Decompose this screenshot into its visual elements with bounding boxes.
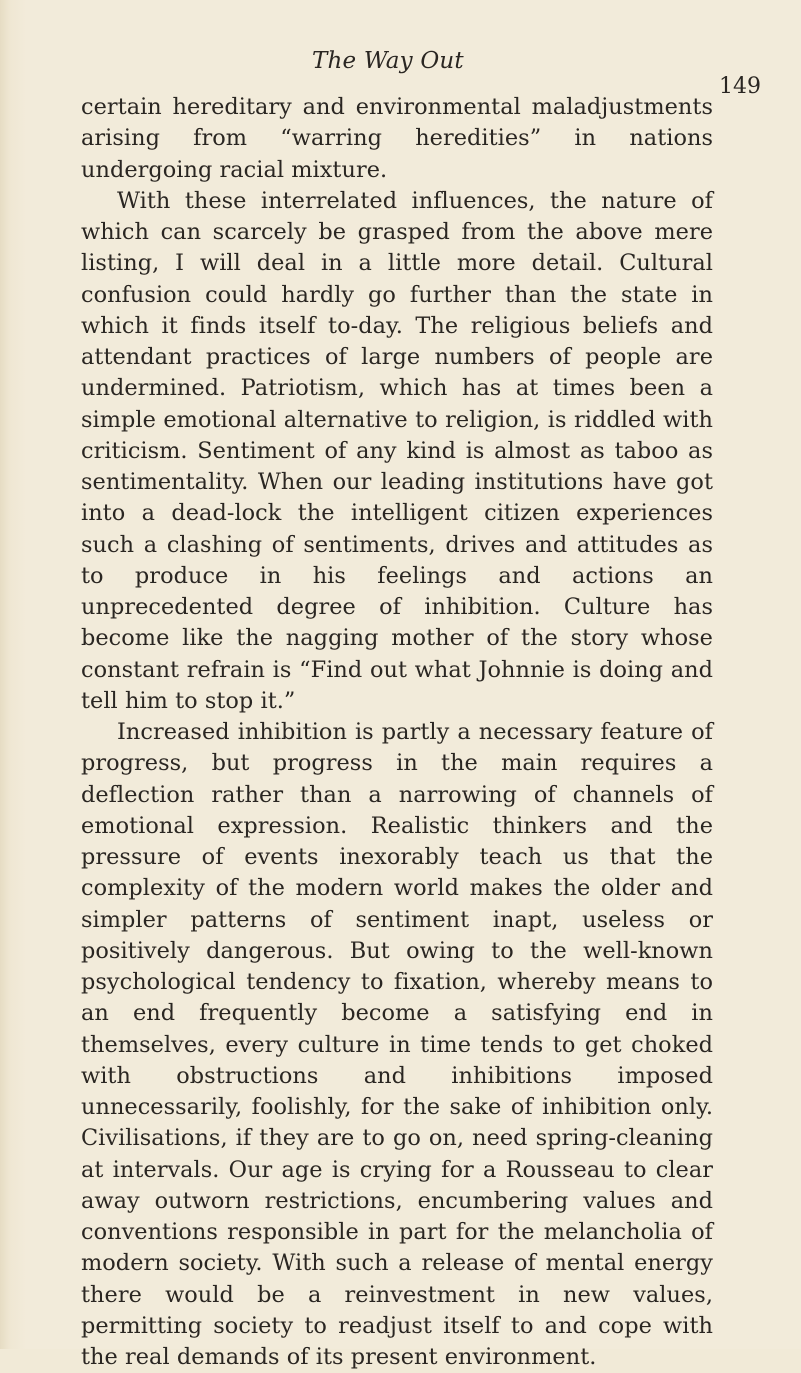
paragraph-3: Increased inhibition is partly a necessary feature of progress, but progress in the main requires a deflection rather than a narrowing of channels of emotional expression. Realistic thinkers and the pressure of events inexorably teach us that the complexity of the modern world makes the older and simpler patterns of sentiment inapt, useless or positively dangerous. But owing to the well-known psychological tendency to fixation, whereby means to an end frequently become a satisfying end in themselves, every culture in time tends to get choked with obstructions and inhibitions imposed unnecessarily, foolishly, for the sake of inhibition only. Civilisations, if they are to go on, need spring-cleaning at intervals. Our age is crying for a Rousseau to clear away outworn restrictions, encumbering values and conventions responsible in part for the melancholia of modern society. With such a release of mental energy there would be a reinvestment in new values, permitting society to readjust itself to and cope with the real demands of its present environment. xyxy=(81,719,713,1370)
paragraph-2: With these interrelated influences, the nature of which can scarcely be grasped from the above mere listing, I will deal in a little more detail. Cultural confusion could hardly go further than the state in which it finds itself to-day. The religious beliefs and attendant practices of large numbers of people are undermined. Patriotism, which has at times been a simple emotional alternative to religion, is riddled with criticism. Sentiment of any kind is almost as taboo as sentimentality. When our leading institutions have got into a dead-lock the intelligent citizen experiences such a clashing of sentiments, drives and attitudes as to produce in his feelings and actions an unprecedented degree of inhibition. Culture has become like the nagging mother of the story whose constant refrain is “Find out what Johnnie is doing and tell him to stop it.” xyxy=(81,187,713,714)
body-text xyxy=(81,92,713,1373)
running-title: The Way Out xyxy=(312,48,464,74)
page-number: 149 xyxy=(719,74,761,99)
paragraph-1: certain hereditary and environmental maladjustments arising from “warring heredities” in nations undergoing racial mixture. xyxy=(81,94,713,183)
running-head xyxy=(0,48,801,99)
